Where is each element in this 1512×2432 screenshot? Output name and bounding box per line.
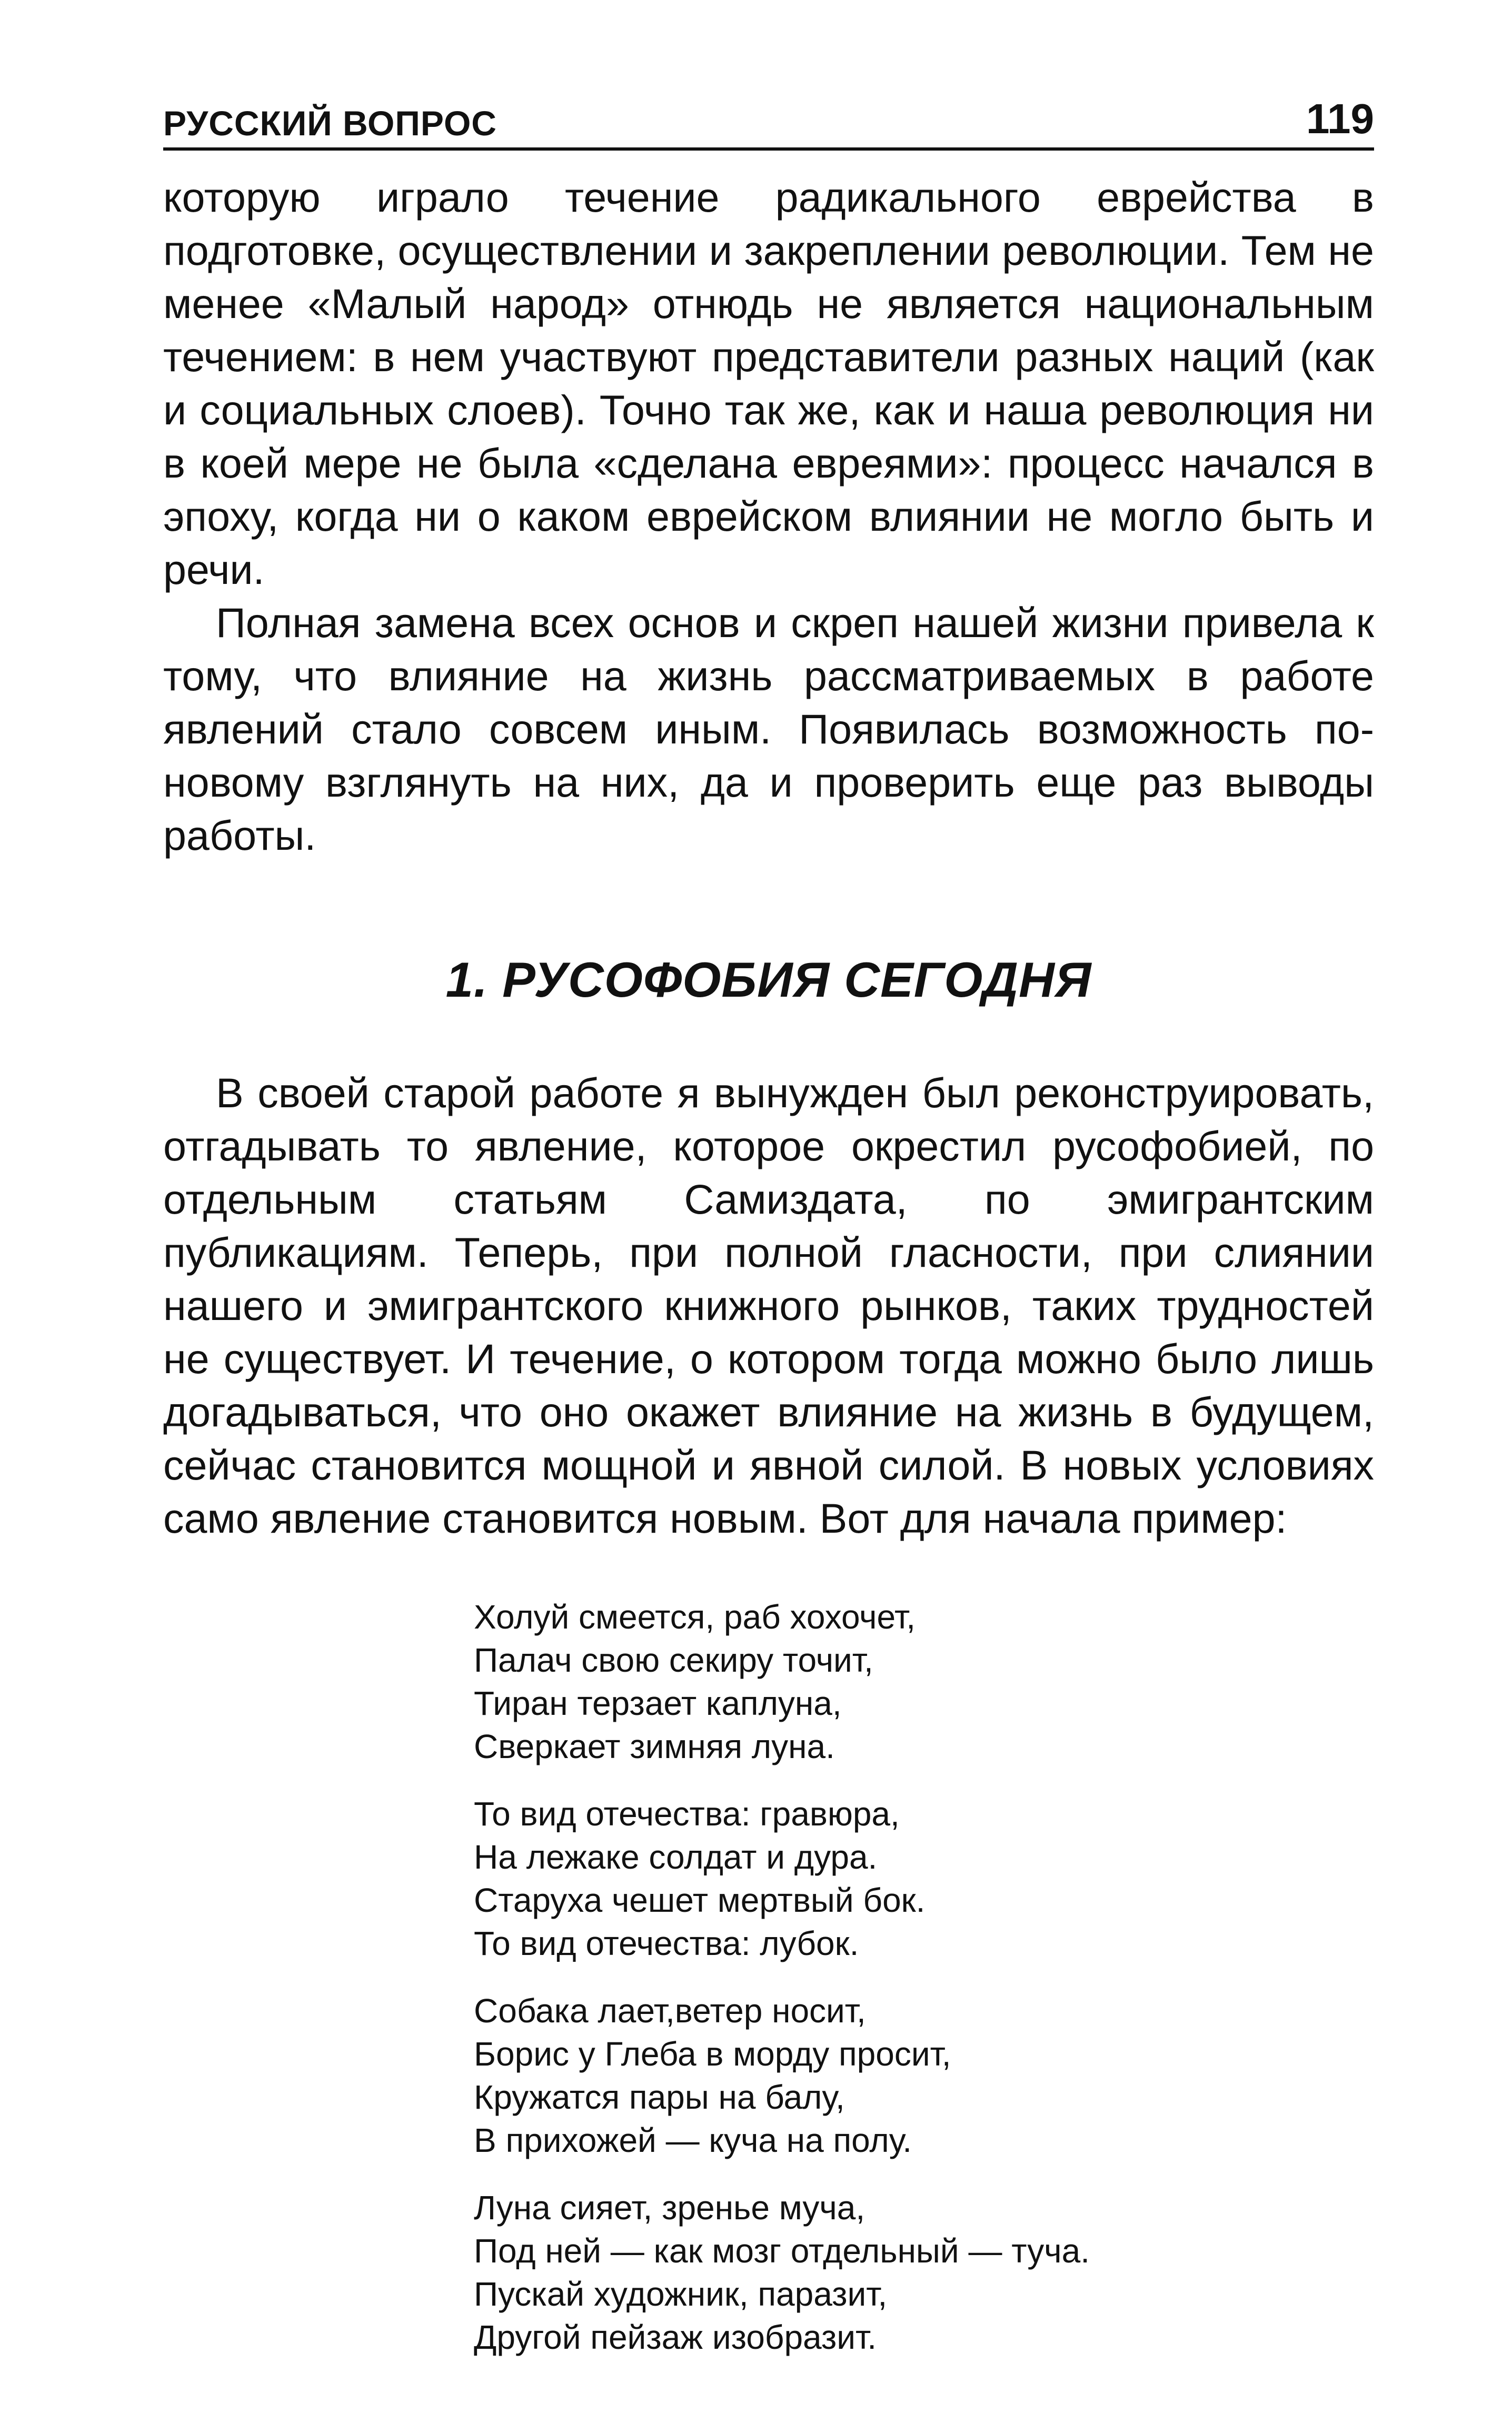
poem-quote [474, 1595, 1374, 2359]
poem-line: Тиран терзает каплуна, [474, 1684, 842, 1722]
body-text [163, 171, 1374, 2359]
poem-line: Палач свою секиру точит, [474, 1641, 873, 1679]
poem-stanza [474, 1989, 1374, 2162]
poem-stanza [474, 2186, 1374, 2359]
poem-line: Пускай художник, паразит, [474, 2275, 888, 2313]
paragraph: Полная замена всех основ и скреп нашей жизни привела к тому, что влияние на жизнь рассматриваемых в работе явлений стало совсем иным. Появилась возможность по-новому взглянуть на них, да и проверить еще раз выводы работы. [163, 599, 1374, 859]
poem-line: То вид отечества: лубок. [474, 1924, 859, 1962]
section-paragraph: В своей старой работе я вынужден был реконструировать, отгадывать то явление, которое окрестил русофобией, по отдельным статьям Самиздата, по эмигрантским публикациям. Теперь, при полной гласности, при слиянии нашего и эмигрантского книжного рынков, таких трудностей не существует. И течение, о котором тогда можно было лишь догадываться, что оно окажет влияние на жизнь в будущем, сейчас становится мощной и явной силой. В новых условиях само явление становится новым. Вот для начала пример: [163, 1069, 1374, 1542]
paragraph-continued: которую играло течение радикального еврейства в подготовке, осуществлении и закреплении революции. Тем не менее «Малый народ» отнюдь не является национальным течением: в нем участвуют представители разных наций (как и социальных слоев). Точно так же, как и наша революция ни в коей мере не была «сделана евреями»: процесс начался в эпоху, когда ни о каком еврейском влиянии не могло быть и речи. [163, 174, 1374, 593]
poem-line: Холуй смеется, раб хохочет, [474, 1598, 916, 1636]
poem-line: Сверкает зимняя луна. [474, 1728, 835, 1765]
poem-line: Другой пейзаж изобразит. [474, 2318, 877, 2356]
page-number: 119 [1306, 95, 1374, 142]
poem-line: То вид отечества: гравюра, [474, 1795, 900, 1833]
poem-line: На лежаке солдат и дура. [474, 1838, 878, 1876]
section-heading: 1. РУСОФОБИЯ СЕГОДНЯ [445, 952, 1092, 1007]
poem-line: Луна сияет, зренье муча, [474, 2189, 866, 2227]
poem-line: Старуха чешет мертвый бок. [474, 1881, 926, 1919]
book-page [163, 95, 1374, 2383]
poem-line: Кружатся пары на балу, [474, 2078, 845, 2116]
poem-stanza [474, 1595, 1374, 1768]
poem-line: Борис у Глеба в морду просит, [474, 2035, 951, 2073]
running-header [163, 95, 1374, 151]
running-title: РУССКИЙ ВОПРОС [163, 104, 497, 143]
poem-line: Собака лает,ветер носит, [474, 1992, 866, 2030]
poem-line: В прихожей — куча на полу. [474, 2121, 912, 2159]
poem-stanza [474, 1792, 1374, 1965]
poem-line: Под ней — как мозг отдельный — туча. [474, 2232, 1090, 2270]
